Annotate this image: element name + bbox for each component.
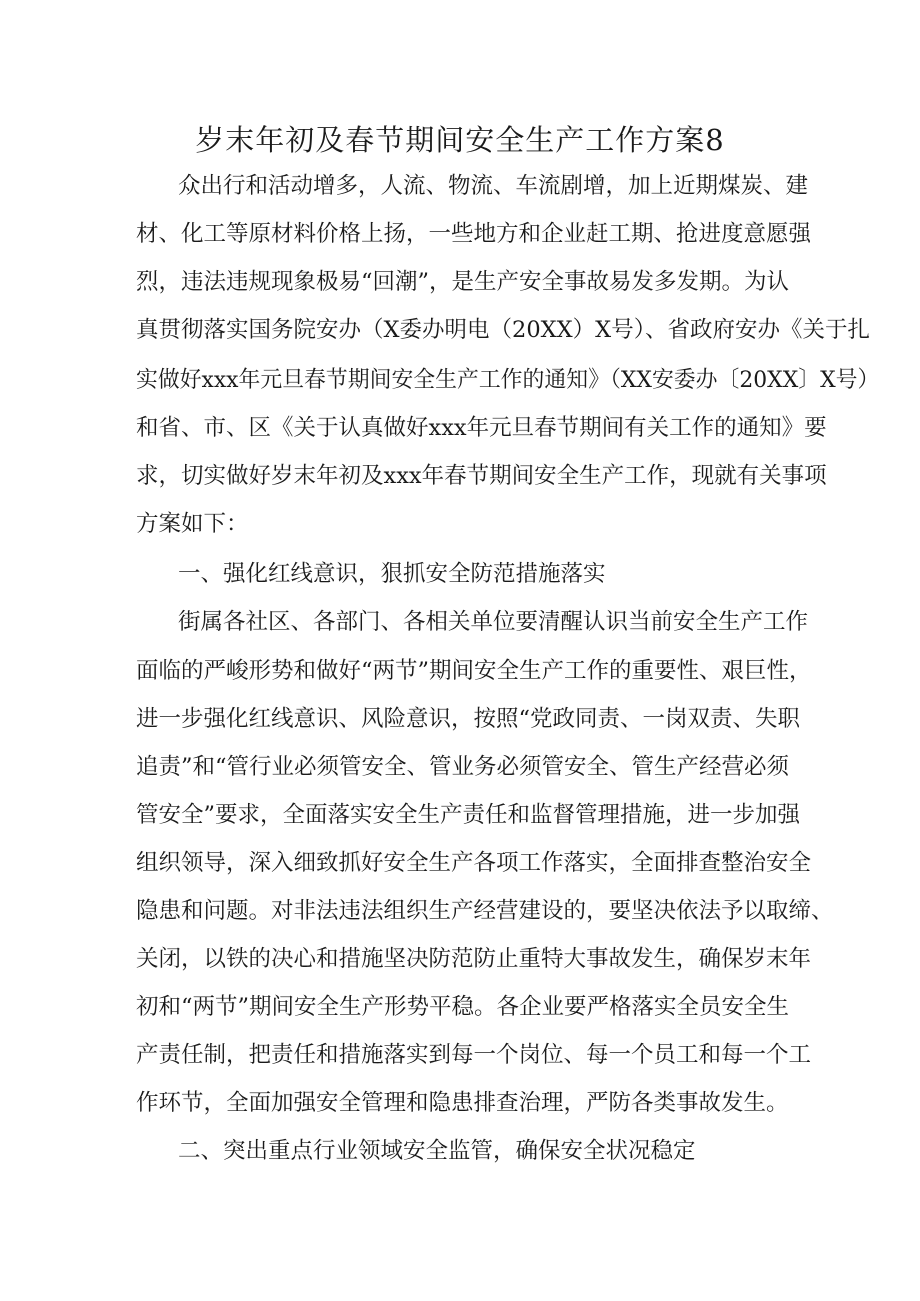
- intro-line-2: 材、化工等原材料价格上扬，一些地方和企业赶工期、抢进度意愿强: [136, 221, 812, 247]
- intro-line-7: 求，切实做好岁末年初及xxx年春节期间安全生产工作，现就有关事项: [136, 463, 827, 489]
- document-title: 岁末年初及春节期间安全生产工作方案8: [195, 123, 725, 157]
- intro-line-1: 众出行和活动增多，人流、物流、车流剧增，加上近期煤炭、建: [178, 173, 809, 199]
- section-1-line-6: 组织领导，深入细致抓好安全生产各项工作落实，全面排查整治安全: [136, 850, 812, 876]
- intro-line-8: 方案如下：: [136, 511, 249, 537]
- intro-line-5: 实做好xxx年元旦春节期间安全生产工作的通知》（XX安委办〔20XX〕X号）: [136, 367, 880, 393]
- intro-line-6: 和省、市、区《关于认真做好xxx年元旦春节期间有关工作的通知》要: [136, 415, 827, 441]
- section-1-heading: 一、强化红线意识，狠抓安全防范措施落实: [178, 561, 606, 587]
- section-1-line-10: 产责任制，把责任和措施落实到每一个岗位、每一个员工和每一个工: [136, 1042, 812, 1068]
- section-1-line-1: 街属各社区、各部门、各相关单位要清醒认识当前安全生产工作: [178, 609, 809, 635]
- section-1-line-9: 初和“两节”期间安全生产形势平稳。各企业要严格落实全员安全生: [136, 994, 790, 1020]
- section-1-line-2: 面临的严峻形势和做好“两节”期间安全生产工作的重要性、艰巨性，: [136, 658, 812, 684]
- section-1-line-11: 作环节，全面加强安全管理和隐患排查治理，严防各类事故发生。: [136, 1090, 789, 1116]
- section-1-line-8: 关闭，以铁的决心和措施坚决防范防止重特大事故发生，确保岁末年: [136, 946, 812, 972]
- section-2-heading: 二、突出重点行业领域安全监管，确保安全状况稳定: [178, 1138, 696, 1164]
- section-1-line-3: 进一步强化红线意识、风险意识，按照“党政同责、一岗双责、失职: [136, 706, 801, 732]
- intro-line-3: 烈，违法违规现象极易“回潮”，是生产安全事故易发多发期。为认: [136, 269, 790, 295]
- section-1-line-5: 管安全”要求，全面落实安全生产责任和监督管理措施，进一步加强: [136, 802, 801, 828]
- intro-line-4: 真贯彻落实国务院安办（X委办明电（20XX）X号）、省政府安办《关于扎: [136, 317, 870, 343]
- section-1-line-7: 隐患和问题。对非法违法组织生产经营建设的，要坚决依法予以取缔、: [136, 898, 834, 924]
- section-1-line-4: 追责”和“管行业必须管安全、管业务必须管安全、管生产经营必须: [136, 754, 790, 780]
